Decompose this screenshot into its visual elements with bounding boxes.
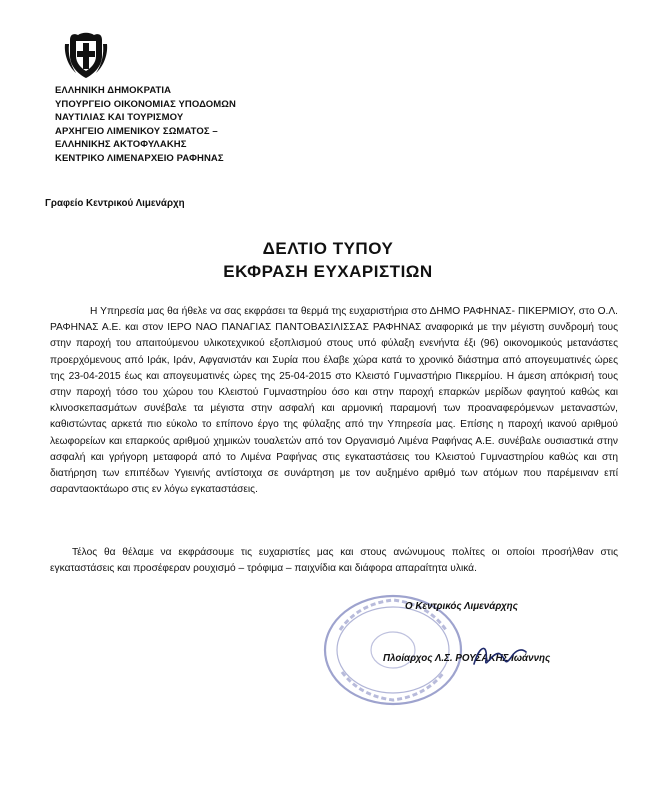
- header-line: ΝΑΥΤΙΛΙΑΣ ΚΑΙ ΤΟΥΡΙΣΜΟΥ: [55, 112, 184, 124]
- header-line: ΚΕΝΤΡΙΚΟ ΛΙΜΕΝΑΡΧΕΙΟ ΡΑΦΗΝΑΣ: [55, 152, 224, 164]
- header-line: ΕΛΛΗΝΙΚΗΣ ΑΚΤΟΦΥΛΑΚΗΣ: [55, 139, 187, 151]
- body-paragraph-1: Η Υπηρεσία μας θα ήθελε να σας εκφράσει τα θερμά της ευχαριστήρια στο ΔΗΜΟ ΡΑΦΗΝΑΣ- ΠΙΚΕΡΜΙΟΥ, στο Ο.Λ. ΡΑΦΗΝΑΣ Α.Ε. και στον ΙΕΡΟ ΝΑΟ ΠΑΝΑΓΙΑΣ ΠΑΝΤΟΒΑΣΙΛΙΣΣΑΣ ΡΑΦΗΝΑΣ αναφορικά με την μέγιστη συνδρομή τους στην παροχή του απαιτούμενου υλικοτεχνικού εξοπλισμού στους υπό φύλαξη ενενήντα έξι (96) οικονομικούς μετανάστες προερχόμενους από Ιράκ, Ιράν, Αφγανιστάν και Συρία που έλαβε χώρα κατά το χρονικό διάστημα από απογευματινές ώρες της 23-04-2015 έως και απογευματινές ώρες της 25-04-2015 στο Κλειστό Γυμναστήριο Πικερμίου. Η άμεση απόκρισή τους στην παροχή τόσο του χώρου του Κλειστού Γυμναστηρίου όσο και στην παροχή επαρκών μερίδων φαγητού καθώς και κλινοσκεπασμάτων συνέβαλε τα μέγιστα στην ασφαλή και αρμονική παραμονή των προαναφερόμενων μεταναστών, καθιστώντας αρκετά πιο εύκολο το επίπονο έργο της φύλαξης από την Υπηρεσία μας. Επίσης η παροχή ικανού αριθμού λεωφορείων και επαρκούς αριθμού χημικών τουαλετών από τον Οργανισμό Λιμένα Ραφήνας Α.Ε. συνέβαλε ουσιαστικά στην ασφαλή και γρήγορη μεταφορά από το Λιμένα Ραφήνας στις εγκαταστάσεις του Κλειστού Γυμναστηρίου καθώς και στη διατήρηση των επιπέδων Υγιεινής αντίστοιχα σε συνάρτηση με τον αυξημένο αριθμό των ατόμων που παρέμειναν επί σαρανταοκτάωρο στις εν λόγω εγκαταστάσεις.: [50, 306, 618, 496]
- greek-coat-of-arms-icon: [62, 30, 110, 80]
- body-paragraph-2: Τέλος θα θέλαμε να εκφράσουμε τις ευχαριστίες μας και στους ανώνυμους πολίτες οι οποίοι προσήλθαν στις εγκαταστάσεις και προσέφεραν ρουχισμό – τρόφιμα – παιχνίδια και διάφορα απαραίτητα υλικά.: [50, 547, 618, 575]
- header-line: ΕΛΛΗΝΙΚΗ ΔΗΜΟΚΡΑΤΙΑ: [55, 85, 172, 96]
- title-line-2: ΕΚΦΡΑΣΗ ΕΥΧΑΡΙΣΤΙΩΝ: [223, 262, 433, 281]
- title-line-1: ΔΕΛΤΙΟ ΤΥΠΟΥ: [262, 239, 394, 258]
- issuer-header: [55, 84, 355, 166]
- signatory-name: Πλοίαρχος Λ.Σ. ΡΟΥΣΑΚΗΣ Ιωάννης: [383, 653, 551, 664]
- office-label: Γραφείο Κεντρικού Λιμενάρχη: [45, 198, 185, 209]
- signatory-title: Ο Κεντρικός Λιμενάρχης: [405, 601, 518, 612]
- header-line: ΑΡΧΗΓΕΙΟ ΛΙΜΕΝΙΚΟΥ ΣΩΜΑΤΟΣ –: [55, 125, 218, 137]
- handwritten-signature: [470, 640, 530, 674]
- header-line: ΥΠΟΥΡΓΕΙΟ ΟΙΚΟΝΟΜΙΑΣ ΥΠΟΔΟΜΩΝ: [55, 98, 236, 110]
- document-title: [0, 238, 656, 284]
